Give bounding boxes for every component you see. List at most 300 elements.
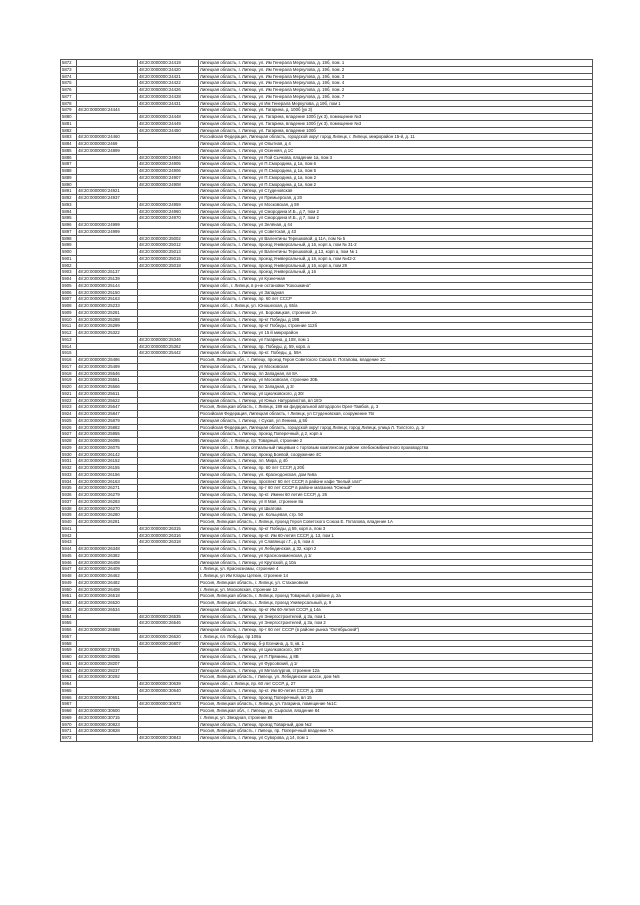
address-cell: Российская Федерация, Липецкая область, городской округ город Липецк, город Липецк, улица Л. Толстого, д. 1г bbox=[199, 424, 593, 431]
object-number-cell: 48:20:0000000:25018 bbox=[138, 262, 199, 269]
row-number-cell: 5943 bbox=[61, 539, 77, 546]
parcel-number-cell: 48:20:0000000:25566 bbox=[77, 384, 138, 391]
row-number-cell: 5914 bbox=[61, 343, 77, 350]
parcel-number-cell bbox=[77, 336, 138, 343]
address-cell: г. Липецк, пл. Победы, пр 108а bbox=[199, 633, 593, 640]
object-number-cell bbox=[138, 289, 199, 296]
table-row bbox=[61, 694, 593, 701]
table-row bbox=[61, 566, 593, 573]
row-number-cell: 5875 bbox=[61, 80, 77, 87]
address-cell: Липецкая область, г. Липецк, ул. Гагарина, владение 100б (ук 3), помещение №3 bbox=[199, 120, 593, 127]
parcel-number-cell: 48:20:0000000:26095 bbox=[77, 438, 138, 445]
table-row bbox=[61, 552, 593, 559]
address-cell: Россия, Липецкая область, г. Липецк, проезд Товарный, в районе д. 2а bbox=[199, 593, 593, 600]
parcel-number-cell bbox=[77, 343, 138, 350]
parcel-number-cell bbox=[77, 60, 138, 67]
object-number-cell bbox=[138, 714, 199, 721]
table-row bbox=[61, 512, 593, 519]
row-number-cell: 5877 bbox=[61, 93, 77, 100]
row-number-cell: 5932 bbox=[61, 465, 77, 472]
object-number-cell: 48:20:0000000:24431 bbox=[138, 100, 199, 107]
row-number-cell: 5873 bbox=[61, 66, 77, 73]
table-row bbox=[61, 309, 593, 316]
address-cell: Липецкая область, г. Липецк, пл. Мира, д 4б bbox=[199, 458, 593, 465]
parcel-number-cell: 48:20:0000000:24444 bbox=[77, 107, 138, 114]
table-row bbox=[61, 242, 593, 249]
object-number-cell bbox=[138, 384, 199, 391]
row-number-cell: 5902 bbox=[61, 262, 77, 269]
parcel-number-cell bbox=[77, 613, 138, 620]
row-number-cell: 5967 bbox=[61, 701, 77, 708]
address-cell: Липецкая область, г. Липецк, ул Премьерская, д 20 bbox=[199, 195, 593, 202]
table-row bbox=[61, 255, 593, 262]
table-row bbox=[61, 181, 593, 188]
parcel-number-cell: 48:20:0000000:26520 bbox=[77, 600, 138, 607]
address-cell: Липецкая область, г. Липецк, ул Циолковского, 36Т bbox=[199, 647, 593, 654]
parcel-number-cell: 48:20:0000000:25139 bbox=[77, 276, 138, 283]
row-number-cell: 5872 bbox=[61, 60, 77, 67]
parcel-number-cell: 48:20:0000000:26462 bbox=[77, 573, 138, 580]
address-cell: Липецкая область, г. Липецк, ул Краснознаменская, д 1г bbox=[199, 552, 593, 559]
address-cell: Липецкая область, г. Липецк, ул Московская, строение 30Б bbox=[199, 377, 593, 384]
object-number-cell: 48:20:0000000:25346 bbox=[138, 336, 199, 343]
table-row bbox=[61, 87, 593, 94]
row-number-cell: 5910 bbox=[61, 316, 77, 323]
address-cell: Липецкая область, г. Липецк, пр-кт Победы, д 19В bbox=[199, 316, 593, 323]
object-number-cell bbox=[138, 330, 199, 337]
object-number-cell bbox=[138, 147, 199, 154]
row-number-cell: 5888 bbox=[61, 168, 77, 175]
parcel-number-cell: 48:20:0000000:30651 bbox=[77, 694, 138, 701]
object-number-cell: 48:20:0000000:24450 bbox=[138, 127, 199, 134]
address-cell: Липецкая обл., г. Липецк, пр. 60 лет СССР, д. 27 bbox=[199, 681, 593, 688]
parcel-number-cell: 48:20:0000000:30292 bbox=[77, 674, 138, 681]
row-number-cell: 5958 bbox=[61, 640, 77, 647]
row-number-cell: 5900 bbox=[61, 249, 77, 256]
parcel-number-cell: 48:20:0000000:26348 bbox=[77, 546, 138, 553]
table-row bbox=[61, 377, 593, 384]
row-number-cell: 5883 bbox=[61, 134, 77, 141]
parcel-number-cell: 48:20:0000000:26142 bbox=[77, 451, 138, 458]
parcel-number-cell: 48:20:0000000:25879 bbox=[77, 417, 138, 424]
object-number-cell bbox=[138, 303, 199, 310]
address-cell: Липецкая область, г. Липецк, пр-кт Победы, д 59, корп а, пом 3 bbox=[199, 525, 593, 532]
address-cell: Липецкая область, г. Липецк, ул П.Смородина, д 1а, пом 2 bbox=[199, 181, 593, 188]
address-cell: Липецкая область, г. Липецк, ул П.Смородина, д 1а, пом 2 bbox=[199, 174, 593, 181]
row-number-cell: 5957 bbox=[61, 633, 77, 640]
row-number-cell: 5904 bbox=[61, 276, 77, 283]
parcel-number-cell: 48:20:0000000:26155 bbox=[77, 465, 138, 472]
parcel-number-cell: 48:20:0000000:26280 bbox=[77, 512, 138, 519]
object-number-cell: 48:20:0000000:24906 bbox=[138, 168, 199, 175]
row-number-cell: 5885 bbox=[61, 147, 77, 154]
parcel-number-cell bbox=[77, 161, 138, 168]
parcel-number-cell: 48:20:0000000:27935 bbox=[77, 647, 138, 654]
table-row bbox=[61, 303, 593, 310]
address-cell: Липецкая область, г. Липецк, пр-т 60 лет СССР в районе магазина "Южный" bbox=[199, 485, 593, 492]
table-row bbox=[61, 728, 593, 735]
row-number-cell: 5930 bbox=[61, 451, 77, 458]
address-cell: Липецкая область, г. Липецк, ул Энергостроителей, д 3а, пом 2 bbox=[199, 620, 593, 627]
address-cell: Липецкая область, г. Липецк, ул Металлургов, строение 12а bbox=[199, 667, 593, 674]
object-number-cell: 48:20:0000000:30673 bbox=[138, 701, 199, 708]
object-number-cell bbox=[138, 471, 199, 478]
row-number-cell: 5935 bbox=[61, 485, 77, 492]
table-row bbox=[61, 701, 593, 708]
object-number-cell bbox=[138, 654, 199, 661]
table-row bbox=[61, 107, 593, 114]
address-cell: Россия, Липецкая область, г. Липецк, ул. Стахановная bbox=[199, 579, 593, 586]
object-number-cell: 48:20:0000000:24420 bbox=[138, 66, 199, 73]
address-cell: Липецкая область, г. Липецк, ул Суворова, д 14, пом 1 bbox=[199, 735, 593, 742]
row-number-cell: 5891 bbox=[61, 188, 77, 195]
object-number-cell: 48:20:0000000:26807 bbox=[138, 640, 199, 647]
table-row bbox=[61, 134, 593, 141]
table-row bbox=[61, 471, 593, 478]
table-row bbox=[61, 262, 593, 269]
address-cell: Липецкая область, г. Липецк, ул Зелёная, д 44 bbox=[199, 222, 593, 229]
address-cell: Липецкая область, г. Липецк, пр-кт. Победы, д. 59А bbox=[199, 350, 593, 357]
object-number-cell: 48:20:0000000:24448 bbox=[138, 114, 199, 121]
address-cell: Липецкая область, г. Липецк, ул П.Прямины, д 8В bbox=[199, 654, 593, 661]
address-cell: Липецкая область, г. Липецк, ул. Краснодонская, дом №6а bbox=[199, 471, 593, 478]
parcel-number-cell: 48:20:0000000:25322 bbox=[77, 330, 138, 337]
address-cell: Липецкая область, г. Липецк, ул Студеновская bbox=[199, 188, 593, 195]
parcel-number-cell bbox=[77, 235, 138, 242]
address-cell: Липецкая область, г. Липецк, проезд Боевой, сооружение 4С bbox=[199, 451, 593, 458]
object-number-cell bbox=[138, 438, 199, 445]
address-cell: Липецкая область, г. Липецк, проезд Поперечный, вл 15 bbox=[199, 694, 593, 701]
table-row bbox=[61, 708, 593, 715]
table-row bbox=[61, 370, 593, 377]
address-cell: Липецкая обл., г. Липецк, ул. Юношеская, д. 65/а bbox=[199, 303, 593, 310]
address-cell: Липецкая область, г. Липецк, ул П.Смородина, д 1а, пом 5 bbox=[199, 168, 593, 175]
parcel-number-cell: 48:20:0000000:25647 bbox=[77, 404, 138, 411]
address-cell: Липецкая область, г. Липецк, ул. Им Генерала Меркулова, д. 19б, пом. 2 bbox=[199, 66, 593, 73]
table-row bbox=[61, 681, 593, 688]
address-cell: Липецкая область, г. Липецк, пр. 60 лет СССР bbox=[199, 296, 593, 303]
parcel-number-cell: 48:20:0000000:26279 bbox=[77, 492, 138, 499]
row-number-cell: 5949 bbox=[61, 579, 77, 586]
row-number-cell: 5952 bbox=[61, 600, 77, 607]
parcel-number-cell: 48:20:0000000:24937 bbox=[77, 195, 138, 202]
parcel-number-cell: 48:20:0000000:25546 bbox=[77, 370, 138, 377]
row-number-cell: 5896 bbox=[61, 222, 77, 229]
address-cell: Липецкая область, г. Липецк, ул Смородина И.Б., д 7, пом 2 bbox=[199, 215, 593, 222]
row-number-cell: 5893 bbox=[61, 201, 77, 208]
row-number-cell: 5898 bbox=[61, 235, 77, 242]
object-number-cell bbox=[138, 134, 199, 141]
table-row bbox=[61, 73, 593, 80]
registry-table-body bbox=[61, 60, 593, 742]
table-row bbox=[61, 350, 593, 357]
table-row bbox=[61, 586, 593, 593]
parcel-number-cell bbox=[77, 208, 138, 215]
address-cell: Липецкая область, г. Липецк, ул Юных Натуралистов, вл 18Э bbox=[199, 397, 593, 404]
address-cell: Липецкая область, г. Липецк, ул Им Генерала Меркулова, д 19б, пом 1 bbox=[199, 100, 593, 107]
row-number-cell: 5924 bbox=[61, 411, 77, 418]
parcel-number-cell bbox=[77, 120, 138, 127]
parcel-number-cell: 48:20:0000000:25955 bbox=[77, 431, 138, 438]
object-number-cell bbox=[138, 370, 199, 377]
object-number-cell bbox=[138, 451, 199, 458]
object-number-cell: 48:20:0000000:26315 bbox=[138, 525, 199, 532]
row-number-cell: 5895 bbox=[61, 215, 77, 222]
row-number-cell: 5956 bbox=[61, 627, 77, 634]
object-number-cell bbox=[138, 600, 199, 607]
object-number-cell: 48:20:0000000:26546 bbox=[138, 620, 199, 627]
table-row bbox=[61, 80, 593, 87]
object-number-cell: 48:20:0000000:25015 bbox=[138, 255, 199, 262]
parcel-number-cell: 48:20:0000000:24899 bbox=[77, 147, 138, 154]
table-row bbox=[61, 600, 593, 607]
parcel-number-cell: 48:20:0000000:25622 bbox=[77, 397, 138, 404]
table-row bbox=[61, 215, 593, 222]
object-number-cell bbox=[138, 141, 199, 148]
address-cell: Липецкая область, г. Липецк, ул Крупской, д 10а bbox=[199, 559, 593, 566]
row-number-cell: 5931 bbox=[61, 458, 77, 465]
table-row bbox=[61, 458, 593, 465]
address-cell: Липецкая область, г. Липецк, пр-кт. Имени 60 летия СССР, д. 26 bbox=[199, 492, 593, 499]
address-cell: Липецкая область, г. Липецк, ул Советская, д 43 bbox=[199, 228, 593, 235]
parcel-number-cell: 48:20:0000000:25882 bbox=[77, 424, 138, 431]
parcel-number-cell: 48:20:0000000:26482 bbox=[77, 579, 138, 586]
row-number-cell: 5955 bbox=[61, 620, 77, 627]
parcel-number-cell: 48:20:0000000:25281 bbox=[77, 309, 138, 316]
object-number-cell: 48:20:0000000:30843 bbox=[138, 735, 199, 742]
table-row bbox=[61, 276, 593, 283]
address-cell: Липецкая область, г. Липецк, ул. Гагарина, д. 100б (ук 3) bbox=[199, 107, 593, 114]
row-number-cell: 5953 bbox=[61, 606, 77, 613]
address-cell: Липецкая область, г. Липецк, ул Гагарина, д 108, пом 1 bbox=[199, 336, 593, 343]
object-number-cell bbox=[138, 282, 199, 289]
object-number-cell bbox=[138, 465, 199, 472]
table-row bbox=[61, 532, 593, 539]
row-number-cell: 5905 bbox=[61, 282, 77, 289]
row-number-cell: 5881 bbox=[61, 120, 77, 127]
table-row bbox=[61, 519, 593, 526]
object-number-cell: 48:20:0000000:25012 bbox=[138, 242, 199, 249]
address-cell: Липецкая область, г. Липецк, пр-кт Им 60-летия СССР, д 14а bbox=[199, 606, 593, 613]
parcel-number-cell bbox=[77, 87, 138, 94]
parcel-number-cell: 48:20:0000000:26281 bbox=[77, 519, 138, 526]
parcel-number-cell: 48:20:0000000:26408 bbox=[77, 586, 138, 593]
parcel-number-cell bbox=[77, 735, 138, 742]
address-cell: Липецкая область, г. Липецк, г Сухая, ул Ленина, д 5б bbox=[199, 417, 593, 424]
parcel-number-cell: 48:20:0000000:26408 bbox=[77, 559, 138, 566]
parcel-number-cell bbox=[77, 633, 138, 640]
object-number-cell bbox=[138, 390, 199, 397]
address-cell: Липецкая область, г. Липецк, ул Фурсовский, д 1г bbox=[199, 660, 593, 667]
row-number-cell: 5920 bbox=[61, 384, 77, 391]
parcel-number-cell: 48:20:0000000:2469 bbox=[77, 141, 138, 148]
object-number-cell bbox=[138, 431, 199, 438]
object-number-cell bbox=[138, 411, 199, 418]
address-cell: Липецкая область, г. Липецк, пл Западная, вл 8А bbox=[199, 370, 593, 377]
object-number-cell: 48:20:0000000:24908 bbox=[138, 181, 199, 188]
row-number-cell: 5939 bbox=[61, 512, 77, 519]
row-number-cell: 5901 bbox=[61, 255, 77, 262]
object-number-cell bbox=[138, 404, 199, 411]
object-number-cell bbox=[138, 559, 199, 566]
object-number-cell: 48:20:0000000:24421 bbox=[138, 73, 199, 80]
table-row bbox=[61, 573, 593, 580]
table-row bbox=[61, 269, 593, 276]
address-cell: Липецкая область, г. Липецк, ул Осенняя, д 1С bbox=[199, 147, 593, 154]
parcel-number-cell bbox=[77, 73, 138, 80]
address-cell: Россия, Липецкая область, г. Липецк, проезд Универсальный, д. 9 bbox=[199, 600, 593, 607]
table-row bbox=[61, 465, 593, 472]
address-cell: Липецкая область, г. Липецк, ул. Им Генерала Меркулова, д. 19б, пом. 2 bbox=[199, 87, 593, 94]
object-number-cell bbox=[138, 276, 199, 283]
row-number-cell: 5966 bbox=[61, 694, 77, 701]
row-number-cell: 5971 bbox=[61, 728, 77, 735]
row-number-cell: 5916 bbox=[61, 357, 77, 364]
table-row bbox=[61, 485, 593, 492]
object-number-cell: 48:20:0000000:24422 bbox=[138, 80, 199, 87]
row-number-cell: 5959 bbox=[61, 647, 77, 654]
object-number-cell bbox=[138, 721, 199, 728]
object-number-cell bbox=[138, 485, 199, 492]
object-number-cell bbox=[138, 606, 199, 613]
table-row bbox=[61, 735, 593, 742]
row-number-cell: 5886 bbox=[61, 154, 77, 161]
object-number-cell: 48:20:0000000:24959 bbox=[138, 201, 199, 208]
row-number-cell: 5925 bbox=[61, 417, 77, 424]
table-row bbox=[61, 593, 593, 600]
table-row bbox=[61, 120, 593, 127]
table-row bbox=[61, 478, 593, 485]
parcel-number-cell: 48:20:0000000:26534 bbox=[77, 606, 138, 613]
address-cell: Липецкая область, г. Липецк, пл Западная, д 3г bbox=[199, 384, 593, 391]
address-cell: Липецкая область, г. Липецк, ул. Гагарина, владение 100б (ук 3), помещение №3 bbox=[199, 114, 593, 121]
parcel-number-cell bbox=[77, 201, 138, 208]
table-row bbox=[61, 492, 593, 499]
parcel-number-cell bbox=[77, 350, 138, 357]
object-number-cell bbox=[138, 492, 199, 499]
parcel-number-cell bbox=[77, 255, 138, 262]
address-cell: Липецкая область, г. Липецк, ул. Кольцевая, стр. 50 bbox=[199, 512, 593, 519]
row-number-cell: 5936 bbox=[61, 492, 77, 499]
table-row bbox=[61, 249, 593, 256]
parcel-number-cell: 48:20:0000000:30828 bbox=[77, 728, 138, 735]
address-cell: Липецкая область, г. Липецк, проезд Поперечный, д 2, корп а bbox=[199, 431, 593, 438]
address-cell: Липецкая область, г. Липецк, ул Московская bbox=[199, 363, 593, 370]
table-row bbox=[61, 161, 593, 168]
address-cell: Липецкая область, г. Липецк, проезд Универсальный, д 16, корп а, пом № 31-2 bbox=[199, 242, 593, 249]
parcel-number-cell: 48:20:0000000:25489 bbox=[77, 363, 138, 370]
address-cell: Липецкая обл., г. Липецк, оптиальный пищевым с торговым комплексом районе хлебокомбинатного производства bbox=[199, 444, 593, 451]
parcel-number-cell: 48:20:0000000:24921 bbox=[77, 188, 138, 195]
object-number-cell bbox=[138, 505, 199, 512]
parcel-number-cell bbox=[77, 154, 138, 161]
row-number-cell: 5965 bbox=[61, 687, 77, 694]
address-cell: Липецкая область, г. Липецк, проезд Универсальный, д 16, корп а, пом 29 bbox=[199, 262, 593, 269]
row-number-cell: 5921 bbox=[61, 390, 77, 397]
object-number-cell bbox=[138, 512, 199, 519]
address-cell: Липецкая обл., г. Липецк, в р-не остановки "Кокошкина" bbox=[199, 282, 593, 289]
address-cell: Липецкая область, г. Липецк, ул Кузнечная bbox=[199, 276, 593, 283]
row-number-cell: 5969 bbox=[61, 714, 77, 721]
table-row bbox=[61, 188, 593, 195]
parcel-number-cell: 48:20:0000000:25847 bbox=[77, 411, 138, 418]
table-row bbox=[61, 714, 593, 721]
row-number-cell: 5922 bbox=[61, 397, 77, 404]
table-row bbox=[61, 654, 593, 661]
object-number-cell bbox=[138, 323, 199, 330]
parcel-number-cell: 48:20:0000000:26271 bbox=[77, 485, 138, 492]
object-number-cell: 48:20:0000000:24449 bbox=[138, 120, 199, 127]
parcel-number-cell: 48:20:0000000:25233 bbox=[77, 303, 138, 310]
address-cell: Липецкая область, г. Липецк, проспект 60 лет СССР, в районе кафе "Белый злат" bbox=[199, 478, 593, 485]
object-number-cell: 48:20:0000000:24970 bbox=[138, 215, 199, 222]
registry-table bbox=[60, 59, 593, 742]
table-row bbox=[61, 93, 593, 100]
table-row bbox=[61, 390, 593, 397]
table-row bbox=[61, 613, 593, 620]
table-row bbox=[61, 640, 593, 647]
object-number-cell bbox=[138, 566, 199, 573]
object-number-cell bbox=[138, 444, 199, 451]
table-row bbox=[61, 363, 593, 370]
row-number-cell: 5950 bbox=[61, 586, 77, 593]
object-number-cell bbox=[138, 363, 199, 370]
table-row bbox=[61, 546, 593, 553]
object-number-cell: 48:20:0000000:25013 bbox=[138, 249, 199, 256]
address-cell: г. Липецк, ул. Звездная, строение 86 bbox=[199, 714, 593, 721]
object-number-cell bbox=[138, 593, 199, 600]
parcel-number-cell: 48:20:0000000:26293 bbox=[77, 498, 138, 505]
object-number-cell: 48:20:0000000:30640 bbox=[138, 687, 199, 694]
object-number-cell bbox=[138, 188, 199, 195]
address-cell: Липецкая область, г. Липецк, ул Валентины Терешковой, д 11А, пом № 5 bbox=[199, 235, 593, 242]
parcel-number-cell bbox=[77, 66, 138, 73]
parcel-number-cell bbox=[77, 215, 138, 222]
table-row bbox=[61, 505, 593, 512]
table-row bbox=[61, 289, 593, 296]
address-cell: Россия, Липецкая область, г Липецк, ул. Лебединское шоссе, дом №5 bbox=[199, 674, 593, 681]
address-cell: Липецкая обл., г. Липецк, пр. Товарный, строение 2 bbox=[199, 438, 593, 445]
address-cell: Российская Федерация, Липецкая область, г Липецк, ул Студеновская, сооружение 75г bbox=[199, 411, 593, 418]
row-number-cell: 5928 bbox=[61, 438, 77, 445]
row-number-cell: 5927 bbox=[61, 431, 77, 438]
row-number-cell: 5906 bbox=[61, 289, 77, 296]
table-row bbox=[61, 525, 593, 532]
object-number-cell bbox=[138, 309, 199, 316]
table-row bbox=[61, 201, 593, 208]
address-cell: г. Липецк, ул Им Клары Цеткин, строение 14 bbox=[199, 573, 593, 580]
object-number-cell bbox=[138, 546, 199, 553]
address-cell: Липецкая область, г. Липецк, ул Энергостроителей, д 3а, пом 1 bbox=[199, 613, 593, 620]
row-number-cell: 5929 bbox=[61, 444, 77, 451]
object-number-cell: 48:20:0000000:24907 bbox=[138, 174, 199, 181]
row-number-cell: 5897 bbox=[61, 228, 77, 235]
table-row bbox=[61, 316, 593, 323]
address-cell: Липецкая область, г. Липецк, ул. Им Генерала Меркулова, д. 19б, пом. 1 bbox=[199, 60, 593, 67]
address-cell: г. Липецк, ул. Краснознамы, строение 4 bbox=[199, 566, 593, 573]
row-number-cell: 5913 bbox=[61, 336, 77, 343]
object-number-cell bbox=[138, 627, 199, 634]
table-row bbox=[61, 147, 593, 154]
parcel-number-cell bbox=[77, 640, 138, 647]
object-number-cell bbox=[138, 424, 199, 431]
table-row bbox=[61, 633, 593, 640]
row-number-cell: 5926 bbox=[61, 424, 77, 431]
object-number-cell: 48:20:0000000:24428 bbox=[138, 93, 199, 100]
address-cell: Россия, Липецкая область, г Липецк, пр. Поперечный владение 7А bbox=[199, 728, 593, 735]
row-number-cell: 5972 bbox=[61, 735, 77, 742]
address-cell: Липецкая область, г. Липецк, пр-кт. Им 60-летия СССР, д. 23В bbox=[199, 687, 593, 694]
